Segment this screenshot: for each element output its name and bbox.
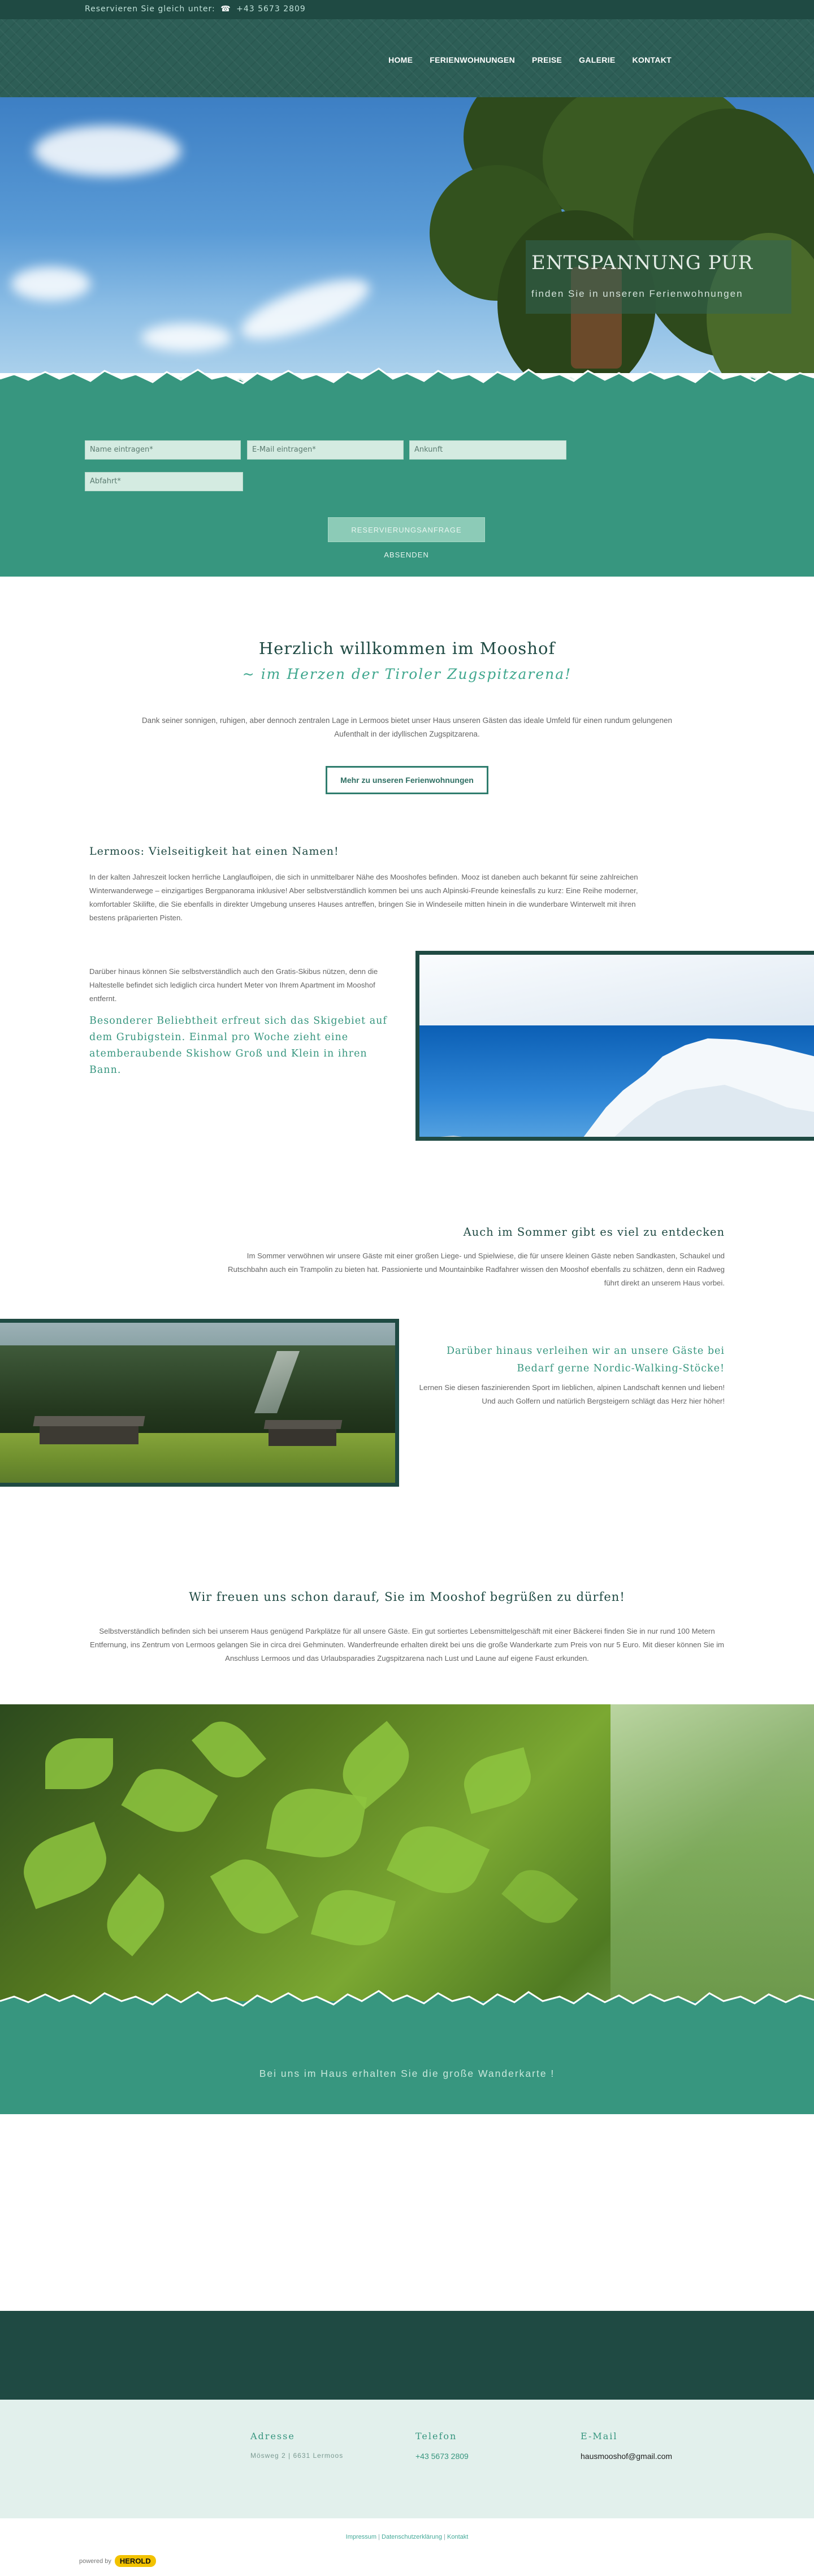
departure-input[interactable]: Abfahrt* bbox=[85, 472, 243, 491]
site-header bbox=[0, 19, 814, 97]
skibus-text: Darüber hinaus können Sie selbstverständlich auch den Gratis-Skibus nützen, denn die Haltestelle befindet sich lediglich circa hundert Meter von Ihrem Apartment im Mooshof entfernt. bbox=[89, 967, 378, 1003]
name-input[interactable]: Name eintragen* bbox=[85, 440, 241, 460]
phone-label: Telefon bbox=[415, 2431, 457, 2441]
footer-links: Impressum | Datenschutzerklärung | Kontakt bbox=[345, 2534, 469, 2540]
skiing-quote: Besonderer Beliebtheit erfreut sich das Skigebiet auf dem Grubigstein. Einmal pro Woche zieht eine atemberaubende Skishow Groß und Klein in ihren Bann. bbox=[89, 1015, 387, 1076]
winter-image bbox=[415, 951, 814, 1141]
privacy-link[interactable]: Datenschutzerklärung bbox=[382, 2534, 443, 2540]
welcome-text: Dank seiner sonnigen, ruhigen, aber dennoch zentralen Lage in Lermoos bietet unser Haus unseren Gästen das ideale Umfeld für einen rundum gelungenen Aufenthalt in der idyllischen Zugspitzarena. bbox=[141, 716, 673, 738]
nav-preise[interactable]: PREISE bbox=[532, 55, 562, 64]
nav-galerie[interactable]: GALERIE bbox=[579, 55, 616, 64]
welcome-subtitle: ~ im Herzen der Tiroler Zugspitzarena! bbox=[242, 666, 572, 682]
address-value: Mösweg 2 | 6631 Lermoos bbox=[250, 2452, 344, 2460]
wanderkarte-band bbox=[0, 2001, 814, 2114]
nordic-walking-quote: Darüber hinaus verleihen wir an unsere Gäste bei Bedarf gerne Nordic-Walking-Stöcke! bbox=[446, 1345, 725, 1374]
apartments-button[interactable]: Mehr zu unseren Ferienwohnungen bbox=[326, 766, 488, 794]
phone-value[interactable]: +43 5673 2809 bbox=[415, 2452, 469, 2461]
lermoos-text: In der kalten Jahreszeit locken herrliche Langlaufloipen, die sich in unmittelbarer Nähe des Mooshofes befinden. Mooz ist daneben auch bekannt für seine zahlreichen Winterwanderwege – einzigartiges Bergpanorama inklusive! Aber selbstverständlich kommen bei uns auch Alpinski-Freunde keinesfalls zu kurz: Eine Reihe moderner, komfortabler Skilifte, die Sie ebenfalls in direkter Umgebung unseres Hauses antreffen, bringen Sie in Windeseile mitten hinein in die wunderbare Winterwelt mit ihren bestens präparierten Pisten. bbox=[89, 873, 638, 922]
nav-ferienwohnungen[interactable]: FERIENWOHNUNGEN bbox=[430, 55, 516, 64]
hero-mountain-edge bbox=[0, 362, 814, 396]
email-value[interactable]: hausmooshof@gmail.com bbox=[581, 2452, 673, 2461]
phone-icon: ☎ bbox=[220, 5, 231, 14]
herold-logo[interactable]: HEROLD bbox=[115, 2555, 156, 2567]
main-nav bbox=[388, 55, 672, 64]
powered-text: powered by bbox=[79, 2557, 111, 2565]
top-bar bbox=[0, 0, 814, 19]
closing-text: Selbstverständlich befinden sich bei unserem Haus genügend Parkplätze für all unsere Gäste. Ein gut sortiertes Lebensmittelgeschäft mit einer Bäckerei finden Sie in nur rund 100 Metern Entfernung, ins Zentrum von Lermoos gelangen Sie in circa drei Gehminuten. Wanderfreunde erhalten direkt bei uns die große Wanderkarte zum Preis von nur 5 Euro. Mit dieser können Sie im Anschluss Lermoos und das Urlaubsparadies Zugspitzarena nach Lust und Laune auf eigene Faust erkunden. bbox=[90, 1627, 724, 1663]
contact-section bbox=[0, 2400, 814, 2518]
lermoos-title: Lermoos: Vielseitigkeit hat einen Namen! bbox=[89, 845, 339, 858]
submit-reservation-button[interactable]: RESERVIERUNGSANFRAGE ABSENDEN bbox=[328, 517, 485, 542]
reservation-phone[interactable]: +43 5673 2809 bbox=[236, 5, 306, 14]
summer-meadow-image bbox=[0, 1319, 399, 1487]
nav-kontakt[interactable]: KONTAKT bbox=[632, 55, 672, 64]
leaves-mountain-edge bbox=[0, 1984, 814, 2018]
powered-by bbox=[79, 2555, 156, 2567]
arrival-input[interactable]: Ankunft bbox=[409, 440, 566, 460]
nav-home[interactable]: HOME bbox=[388, 55, 413, 64]
footer-dark-band bbox=[0, 2311, 814, 2400]
impressum-link[interactable]: Impressum bbox=[345, 2534, 377, 2540]
email-label: E-Mail bbox=[581, 2431, 618, 2441]
closing-title: Wir freuen uns schon darauf, Sie im Mooshof begrüßen zu dürfen! bbox=[189, 1590, 625, 1604]
summer-text: Im Sommer verwöhnen wir unsere Gäste mit einer großen Liege- und Spielwiese, die für unsere kleinen Gäste neben Sandkasten, Schaukel und Rutschbahn auch ein Trampolin zu bieten hat. Passionierte und Mountainbike Radfahrer wissen den Mooshof ebenfalls zu schätzen, denn ein Radweg führt direkt an unserem Haus vorbei. bbox=[228, 1252, 725, 1287]
address-label: Adresse bbox=[250, 2431, 295, 2441]
hero-subtitle: finden Sie in unseren Ferienwohnungen bbox=[531, 288, 743, 299]
hero-title: ENTSPANNUNG PUR bbox=[531, 252, 754, 274]
contact-link[interactable]: Kontakt bbox=[447, 2534, 469, 2540]
reservation-text: Reservieren Sie gleich unter: bbox=[85, 5, 215, 14]
welcome-title: Herzlich willkommen im Mooshof bbox=[258, 639, 556, 658]
reservation-info bbox=[85, 5, 306, 14]
nordic-walking-text: Lernen Sie diesen faszinierenden Sport im lieblichen, alpinen Landschaft kennen und lieben! Und auch Golfern und natürlich Bergsteigern schlägt das Herz hier höher! bbox=[419, 1383, 725, 1405]
wanderkarte-text: Bei uns im Haus erhalten Sie die große Wanderkarte ! bbox=[259, 2068, 555, 2079]
email-input[interactable]: E-Mail eintragen* bbox=[247, 440, 404, 460]
leaves-image bbox=[0, 1704, 814, 2010]
summer-title: Auch im Sommer gibt es viel zu entdecken bbox=[463, 1226, 725, 1239]
